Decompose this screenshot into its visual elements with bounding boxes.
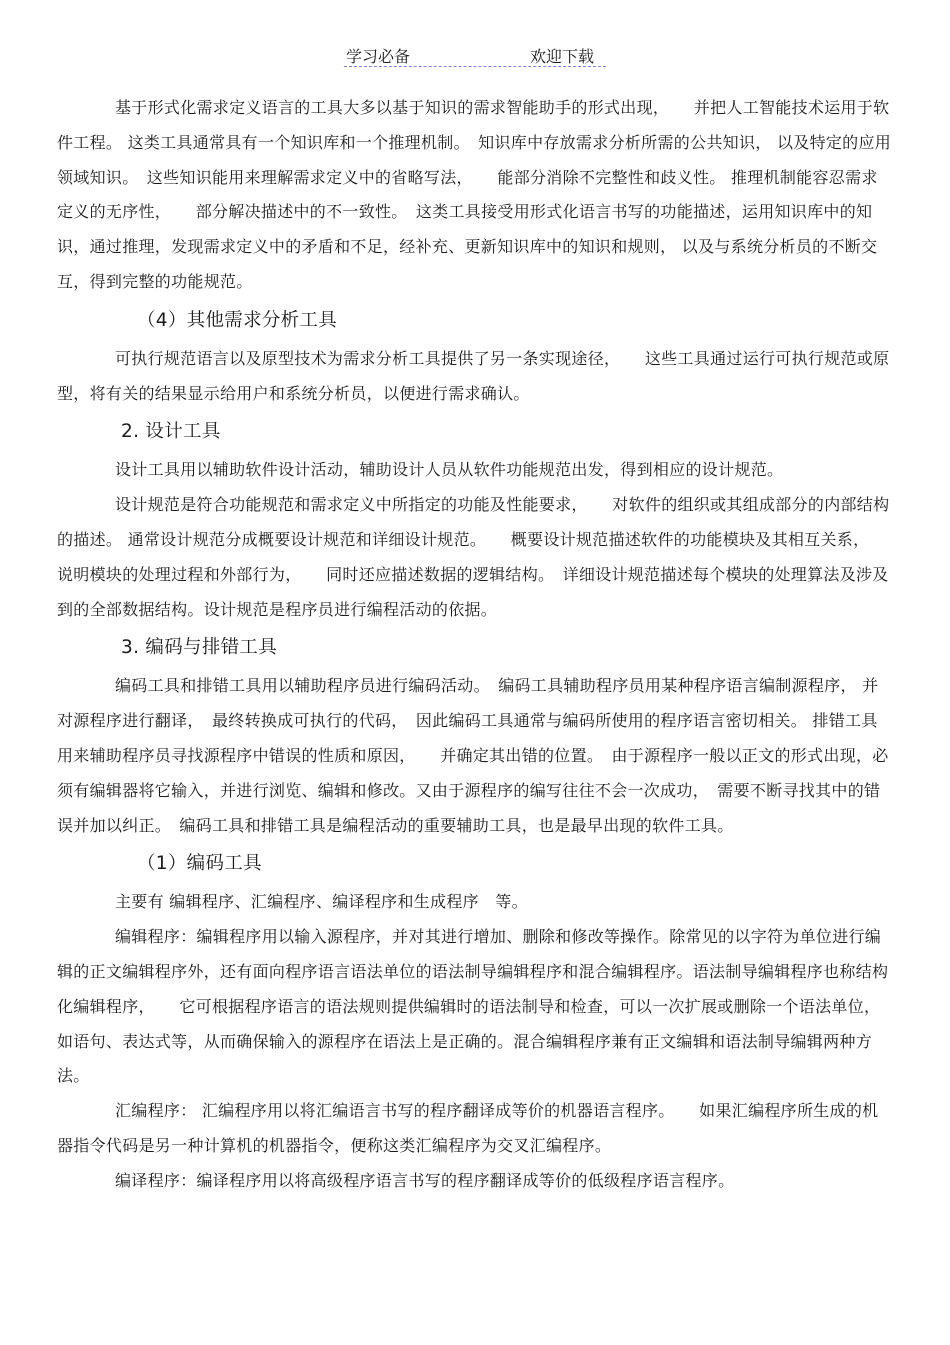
paragraph-main-tools: 主要有 编辑程序、汇编程序、编译程序和生成程序 等。 bbox=[115, 892, 528, 912]
header-dashed-rule bbox=[344, 66, 606, 67]
heading-coding-debug-tools: 3. 编码与排错工具 bbox=[121, 637, 278, 659]
paragraph-design-tools-intro: 设计工具用以辅助软件设计活动，辅助设计人员从软件功能规范出发，得到相应的设计规范。 bbox=[115, 460, 784, 480]
paragraph-editor: 编辑程序：编辑程序用以输入源程序，并对其进行增加、删除和修改等操作。除常见的以字符为单位进行编辑的正文编辑程序外，还有面向程序语言语法单位的语法制导编辑程序和混合编辑程序。语法制导编辑程序也称结构化编辑程序， 它可根据程序语言的语法规则提供编辑时的语法制导和检查，可以一次扩展或删除一个语法单位，如语句、表达式等，从而确保输入的源程序在语法上是正确的。混合编辑程序兼有正文编辑和语法制导编辑两种方法。 bbox=[57, 927, 889, 1086]
header-left-text: 学习必备 bbox=[346, 47, 411, 66]
document-body bbox=[57, 91, 892, 1199]
paragraph-design-spec: 设计规范是符合功能规范和需求定义中所指定的功能及性能要求， 对软件的组织或其组成部分的内部结构的描述。 通常设计规范分成概要设计规范和详细设计规范。 概要设计规范描述软件的功能模块及其相互关系， 说明模块的处理过程和外部行为， 同时还应描述数据的逻辑结构。 详细设计规范描述每个模块的处理算法及涉及到的全部数据结构。设计规范是程序员进行编程活动的依据。 bbox=[57, 495, 890, 619]
header-right-text: 欢迎下载 bbox=[530, 47, 595, 66]
paragraph-assembler: 汇编程序： 汇编程序用以将汇编语言书写的程序翻译成等价的机器语言程序。 如果汇编程序所生成的机器指令代码是另一种计算机的机器指令，便称这类汇编程序为交叉汇编程序。 bbox=[57, 1101, 879, 1155]
heading-coding-tools: （1）编码工具 bbox=[137, 853, 262, 875]
paragraph-knowledge-tools: 基于形式化需求定义语言的工具大多以基于知识的需求智能助手的形式出现， 并把人工智能技术运用于软件工程。 这类工具通常具有一个知识库和一个推理机制。 知识库中存放需求分析所需的公共知识， 以及特定的应用领域知识。 这些知识能用来理解需求定义中的省略写法， 能部分消除不完整性和歧义性。 推理机制能容忍需求定义的无序性， 部分解决描述中的不一致性。 这类工具接受用形式化语言书写的功能描述，运用知识库中的知识，通过推理，发现需求定义中的矛盾和不足，经补充、更新知识库中的知识和规则， 以及与系统分析员的不断交互，得到完整的功能规范。 bbox=[57, 98, 892, 291]
paragraph-coding-debug: 编码工具和排错工具用以辅助程序员进行编码活动。 编码工具辅助程序员用某种程序语言编制源程序， 并对源程序进行翻译， 最终转换成可执行的代码， 因此编码工具通常与编码所使用的程序语言密切相关。 排错工具用来辅助程序员寻找源程序中错误的性质和原因， 并确定其出错的位置。 由于源程序一般以正文的形式出现，必须有编辑器将它输入，并进行浏览、编辑和修改。又由于源程序的编写往往不会一次成功， 需要不断寻找其中的错误并加以纠正。 编码工具和排错工具是编程活动的重要辅助工具，也是最早出现的软件工具。 bbox=[57, 676, 889, 835]
heading-design-tools: 2. 设计工具 bbox=[121, 421, 221, 443]
page-header bbox=[0, 44, 950, 66]
heading-other-analysis-tools: （4）其他需求分析工具 bbox=[137, 309, 338, 331]
paragraph-compiler: 编译程序：编译程序用以将高级程序语言书写的程序翻译成等价的低级程序语言程序。 bbox=[115, 1170, 735, 1190]
paragraph-executable-spec: 可执行规范语言以及原型技术为需求分析工具提供了另一条实现途径， 这些工具通过运行可执行规范或原型，将有关的结果显示给用户和系统分析员，以便进行需求确认。 bbox=[57, 348, 890, 403]
